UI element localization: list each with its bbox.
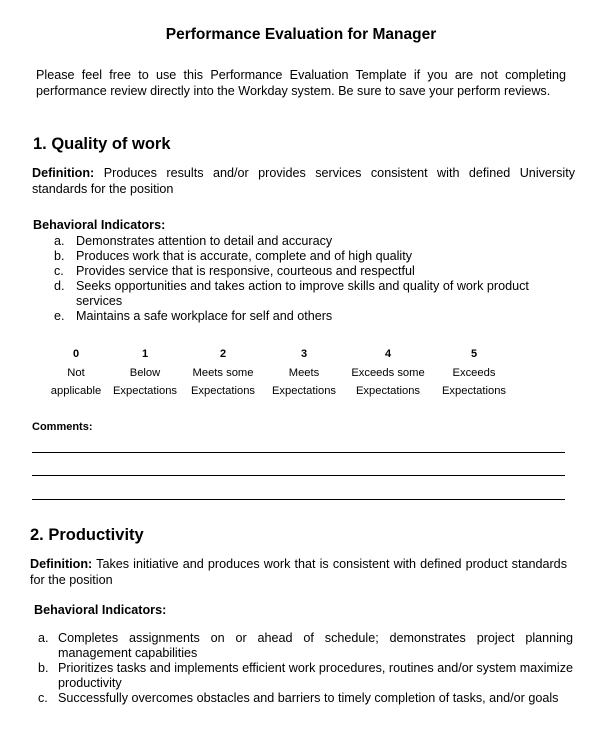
- rating-number: 3: [300, 348, 308, 360]
- rating-number: 1: [141, 348, 149, 360]
- list-item: [54, 249, 574, 264]
- list-item-text: Maintains a safe workplace for self and others: [76, 309, 333, 323]
- list-marker: a.: [38, 631, 49, 645]
- comment-line[interactable]: [32, 475, 565, 476]
- list-item-text: Produces work that is accurate, complete and of high quality: [76, 249, 413, 263]
- rating-label-line2: Expectations: [441, 385, 507, 397]
- rating-option-1: [108, 345, 182, 401]
- rating-option-0: [44, 345, 108, 401]
- list-item: [38, 691, 573, 706]
- rating-option-4: [344, 345, 432, 401]
- list-item-text: Seeks opportunities and takes action to improve skills and quality of work product services: [76, 279, 529, 308]
- list-item: [54, 264, 574, 279]
- list-item: [38, 661, 573, 691]
- list-item-text: Completes assignments on or ahead of schedule; demonstrates project planning management capabilities: [58, 631, 573, 660]
- list-marker: e.: [54, 309, 65, 323]
- list-item: [38, 631, 573, 661]
- list-marker: c.: [54, 264, 64, 278]
- definition-text: Takes initiative and produces work that is consistent with defined product standards for the position: [30, 557, 567, 587]
- section-heading-quality: 1. Quality of work: [33, 135, 171, 153]
- rating-label-line1: Exceeds some: [351, 366, 425, 379]
- rating-label-line1: Meets: [288, 366, 320, 379]
- rating-option-5: [436, 345, 512, 401]
- indicator-list-quality: [54, 234, 574, 324]
- definition-label: Definition:: [30, 557, 93, 571]
- rating-number: 2: [219, 348, 227, 360]
- page-title: Performance Evaluation for Manager: [165, 26, 437, 43]
- rating-label-line2: Expectations: [355, 385, 421, 397]
- rating-label-line2: Expectations: [271, 385, 337, 397]
- rating-label-line1: Meets some: [192, 366, 254, 379]
- rating-number: 5: [470, 348, 478, 360]
- rating-label-line2: Expectations: [112, 385, 178, 397]
- behavioral-indicators-label: Behavioral Indicators:: [34, 603, 167, 617]
- rating-label-line1: Below: [129, 366, 161, 379]
- rating-label-line2: applicable: [50, 385, 102, 397]
- list-item: [54, 309, 574, 324]
- indicator-list-productivity: [38, 631, 573, 706]
- rating-number: 4: [384, 348, 392, 360]
- definition-label: Definition:: [32, 166, 95, 180]
- section-definition-productivity: [30, 556, 567, 588]
- behavioral-indicators-label: Behavioral Indicators:: [33, 218, 166, 232]
- rating-option-2: [184, 345, 262, 401]
- list-marker: a.: [54, 234, 65, 248]
- section-definition-quality: [32, 165, 575, 197]
- rating-label-line2: Expectations: [190, 385, 256, 397]
- list-marker: b.: [38, 661, 49, 675]
- list-item-text: Prioritizes tasks and implements efficient work procedures, routines and/or system maximize productivity: [58, 661, 573, 690]
- list-item-text: Demonstrates attention to detail and accuracy: [76, 234, 333, 248]
- definition-text: Produces results and/or provides services consistent with defined University standards for the position: [32, 166, 575, 196]
- list-marker: b.: [54, 249, 65, 263]
- list-item: [54, 279, 574, 309]
- list-marker: d.: [54, 279, 65, 293]
- rating-label-line1: Not: [67, 366, 85, 379]
- intro-paragraph: Please feel free to use this Performance Evaluation Template if you are not completing performance review directly into the Workday system. Be sure to save your perform reviews.: [36, 68, 566, 98]
- section-heading-productivity: 2. Productivity: [30, 526, 144, 544]
- list-item-text: Provides service that is responsive, courteous and respectful: [76, 264, 415, 278]
- rating-option-3: [266, 345, 342, 401]
- rating-label-line1: Exceeds: [452, 366, 496, 379]
- comments-label: Comments:: [32, 421, 93, 433]
- list-marker: c.: [38, 691, 48, 705]
- list-item-text: Successfully overcomes obstacles and barriers to timely completion of tasks, and/or goals: [58, 691, 559, 705]
- comment-line[interactable]: [32, 452, 565, 453]
- rating-number: 0: [72, 348, 80, 360]
- list-item: [54, 234, 574, 249]
- comment-line[interactable]: [32, 499, 565, 500]
